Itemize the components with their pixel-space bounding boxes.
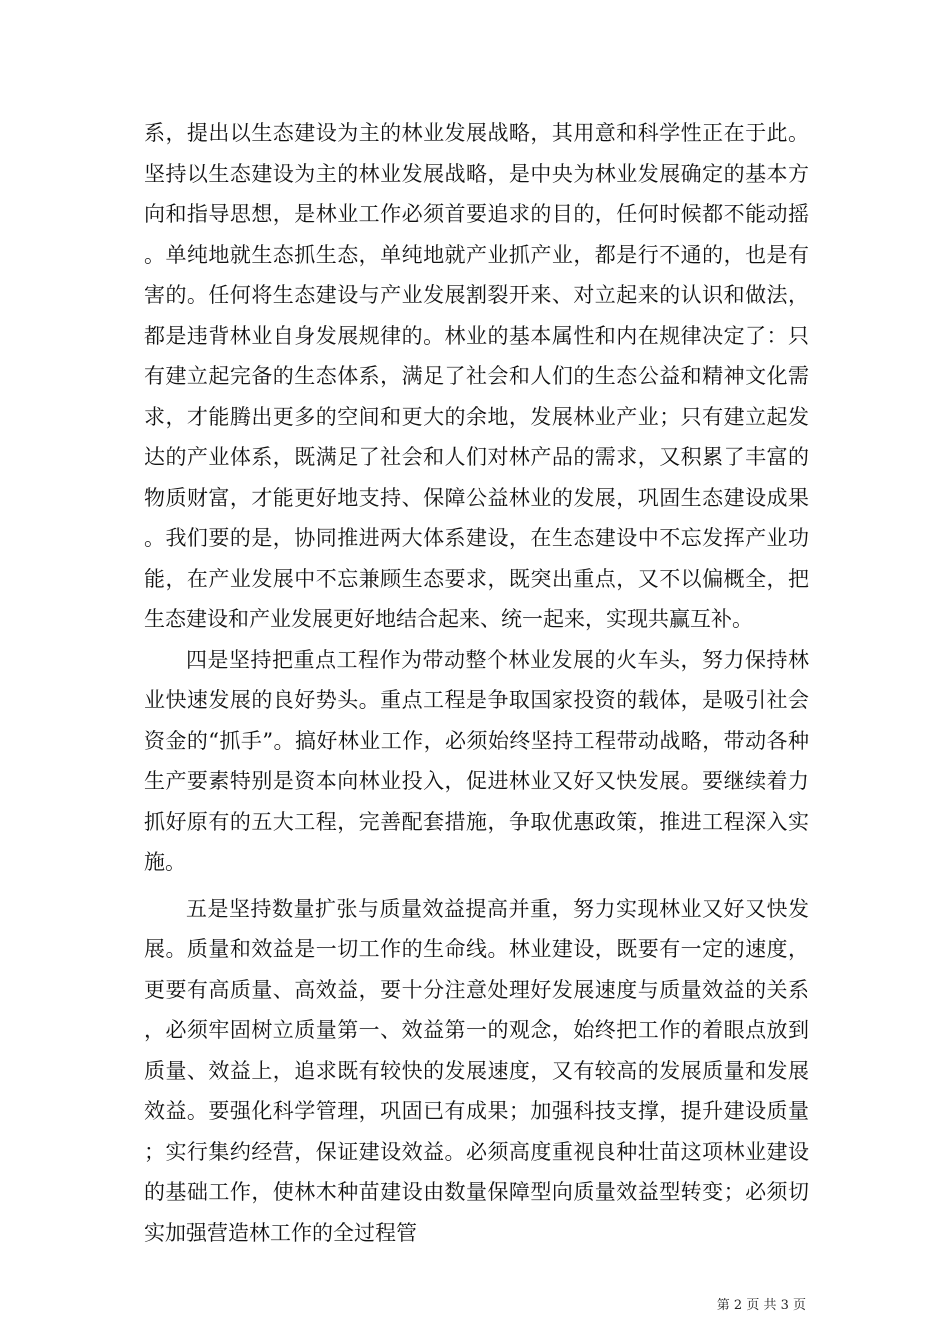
paragraph-point-four: 四是坚持把重点工程作为带动整个林业发展的火车头，努力保持林业快速发展的良好势头。重点工程是争取国家投资的载体，是吸引社会资金的“抓手”。搞好林业工作，必须始终坚持工程带动战略，带动各种生产要素特别是资本向林业投入，促进林业又好又快发展。要继续着力抓好原有的五大工程，完善配套措施，争取优惠政策，推进工程深入实施。 — [144, 647, 809, 874]
page-number: 第 2 页 共 3 页 — [716, 1298, 806, 1313]
paragraph-point-five: 五是坚持数量扩张与质量效益提高并重，努力实现林业又好又快发展。质量和效益是一切工作的生命线。林业建设，既要有一定的速度，更要有高质量、高效益，要十分注意处理好发展速度与质量效益的关系，必须牢固树立质量第一、效益第一的观念，始终把工作的着眼点放到质量、效益上，追求既有较快的发展速度，又有较高的发展质量和发展效益。要强化科学管理，巩固已有成果；加强科技支撑，提升建设质量；实行集约经营，保证建设效益。必须高度重视良种壮苗这项林业建设的基础工作，使林木种苗建设由数量保障型向质量效益型转变；必须切实加强营造林工作的全过程管 — [144, 896, 809, 1245]
document-body — [144, 113, 809, 1253]
paragraph-continuation: 系，提出以生态建设为主的林业发展战略，其用意和科学性正在于此。坚持以生态建设为主的林业发展战略，是中央为林业发展确定的基本方向和指导思想，是林业工作必须首要追求的目的，任何时候都不能动摇。单纯地就生态抓生态，单纯地就产业抓产业，都是行不通的，也是有害的。任何将生态建设与产业发展割裂开来、对立起来的认识和做法，都是违背林业自身发展规律的。林业的基本属性和内在规律决定了：只有建立起完备的生态体系，满足了社会和人们的生态公益和精神文化需求，才能腾出更多的空间和更大的余地，发展林业产业；只有建立起发达的产业体系，既满足了社会和人们对林产品的需求，又积累了丰富的物质财富，才能更好地支持、保障公益林业的发展，巩固生态建设成果。我们要的是，协同推进两大体系建设，在生态建设中不忘发挥产业功能，在产业发展中不忘兼顾生态要求，既突出重点，又不以偏概全，把生态建设和产业发展更好地结合起来、统一起来，实现共赢互补。 — [144, 121, 809, 631]
